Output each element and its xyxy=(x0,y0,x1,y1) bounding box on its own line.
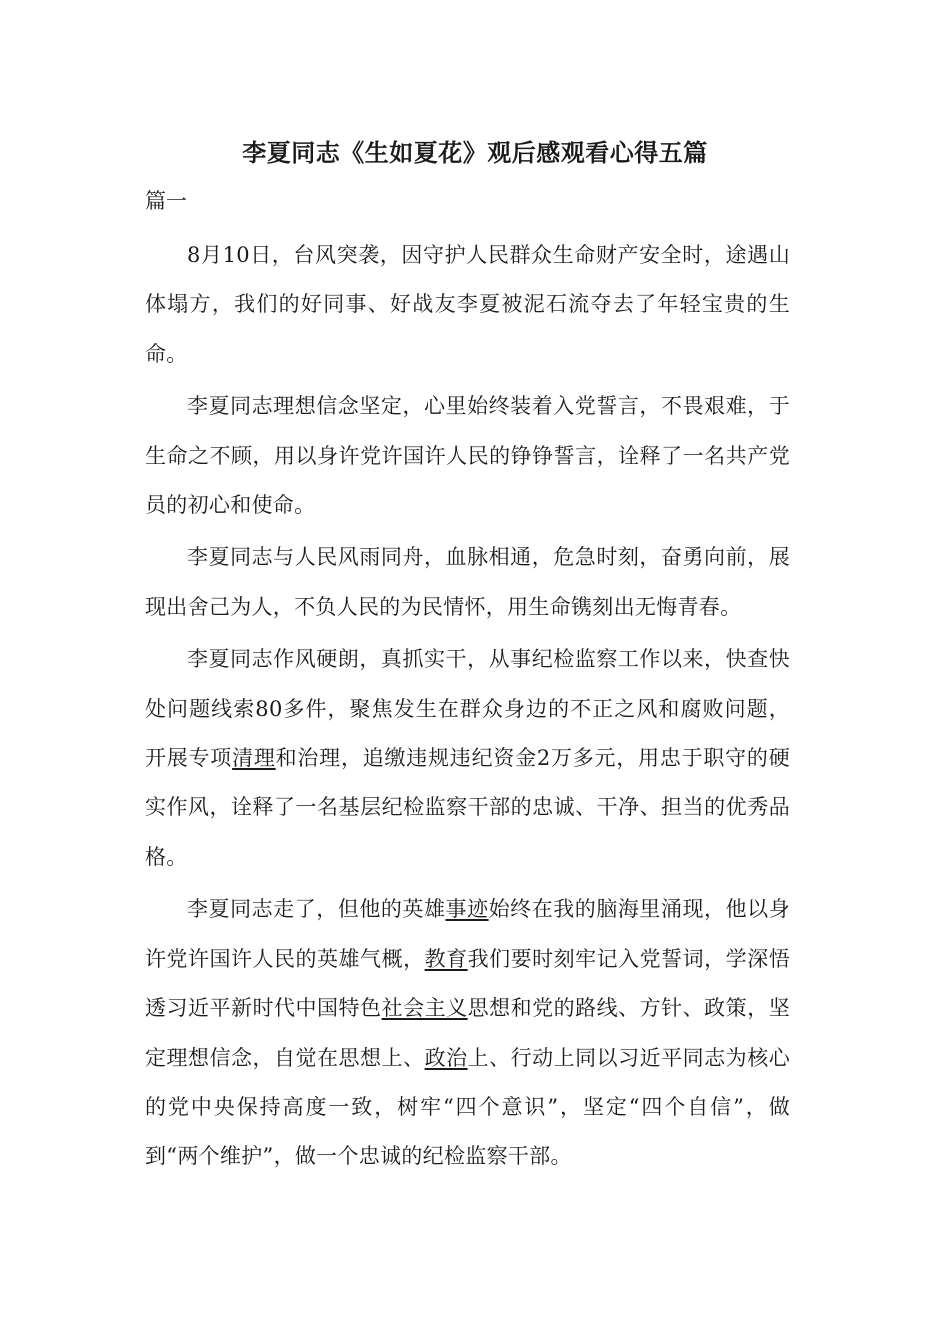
underlined-term: 政治 xyxy=(424,1045,468,1070)
body-paragraph xyxy=(145,231,790,379)
underlined-term: 清理 xyxy=(232,746,276,771)
body-paragraph xyxy=(145,885,790,1181)
paragraph-text: 思想和党的路线、方针、政策，坚定理想信念，自觉在思想上、 xyxy=(145,996,790,1070)
body-paragraph xyxy=(145,382,790,530)
underlined-term: 教育 xyxy=(424,946,468,971)
paragraph-text: 李夏同志理想信念坚定，心里始终装着入党誓言，不畏艰难，于生命之不顾，用以身许党许国许人民的铮铮誓言，诠释了一名共产党员的初心和使命。 xyxy=(145,394,790,518)
paragraph-text: 上、行动上同以习近平同志为核心的党中央保持高度一致，树牢“四个意识”，坚定“四个自信”，做到“两个维护”，做一个忠诚的纪检监察干部。 xyxy=(145,1045,790,1169)
section-label: 篇一 xyxy=(145,189,187,213)
document-body xyxy=(145,231,790,1185)
body-paragraph xyxy=(145,533,790,632)
paragraph-text: 李夏同志走了，但他的英雄 xyxy=(187,897,446,922)
paragraph-text: 李夏同志作风硬朗，真抓实干，从事纪检监察工作以来，快查快处问题线索80多件，聚焦发生在群众身边的不正之风和腐败问题，开展专项 xyxy=(145,647,790,771)
underlined-term: 事迹 xyxy=(445,897,489,922)
paragraph-text: 8月10日，台风突袭，因守护人民群众生命财产安全时，途遇山体塌方，我们的好同事、好战友李夏被泥石流夺去了年轻宝贵的生命。 xyxy=(145,243,790,366)
document-title: 李夏同志《生如夏花》观后感观看心得五篇 xyxy=(242,138,708,167)
paragraph-text: 和治理，追缴违规违纪资金2万多元，用忠于职守的硬实作风，诠释了一名基层纪检监察干部的忠诚、干净、担当的优秀品格。 xyxy=(145,746,791,869)
paragraph-text: 始终在我的脑海里涌现，他以身许党许国许人民的英雄气概， xyxy=(145,897,790,971)
paragraph-text: 李夏同志与人民风雨同舟，血脉相通，危急时刻，奋勇向前，展现出舍己为人，不负人民的为民情怀，用生命镌刻出无悔青春。 xyxy=(145,545,790,619)
paragraph-text: 我们要时刻牢记入党誓词，学深悟透习近平新时代中国特色 xyxy=(145,946,790,1021)
body-paragraph xyxy=(145,635,790,882)
underlined-term: 社会主义 xyxy=(381,996,468,1021)
